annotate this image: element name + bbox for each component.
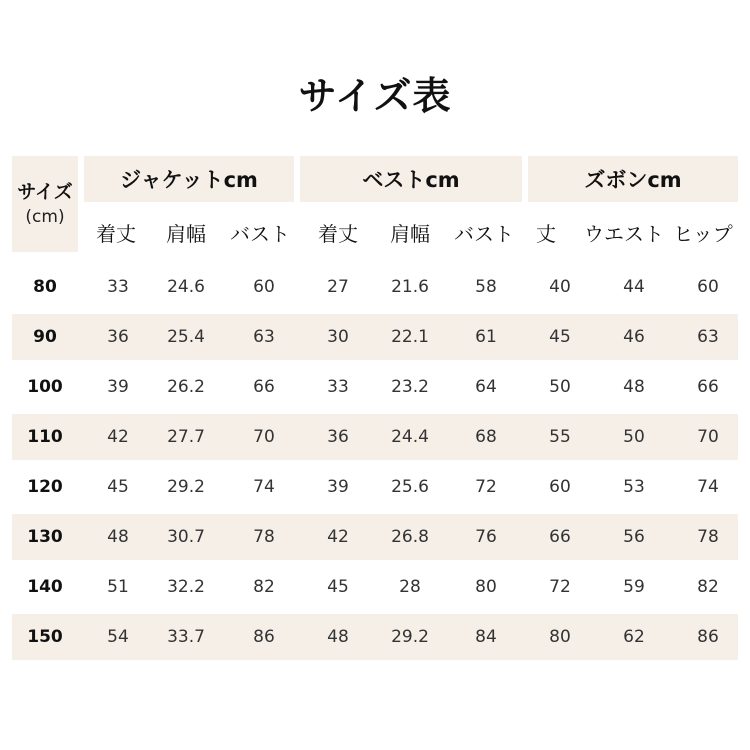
- table-row: [12, 314, 738, 360]
- value-cell-pants-hip: 82: [697, 577, 719, 597]
- value-cell-vest-shoulder: 24.4: [391, 427, 429, 447]
- page-title: サイズ表: [298, 74, 452, 118]
- value-cell-jacket-length: 54: [107, 627, 129, 647]
- value-cell-pants-waist: 46: [623, 327, 645, 347]
- value-cell-pants-hip: 60: [697, 277, 719, 297]
- value-cell-jacket-bust: 82: [253, 577, 275, 597]
- sub-header-pants-length: 丈: [536, 221, 556, 246]
- table-row: [12, 364, 738, 410]
- value-cell-vest-bust: 68: [475, 427, 497, 447]
- value-cell-jacket-shoulder: 32.2: [167, 577, 205, 597]
- value-cell-vest-bust: 64: [475, 377, 497, 397]
- size-cell: 130: [27, 527, 63, 547]
- value-cell-pants-length: 50: [549, 377, 571, 397]
- value-cell-pants-length: 60: [549, 477, 571, 497]
- value-cell-pants-length: 66: [549, 527, 571, 547]
- group-header-pants: ズボンcm: [528, 156, 738, 202]
- value-cell-pants-hip: 74: [697, 477, 719, 497]
- sub-header-pants-hip: ヒップ: [673, 221, 733, 246]
- size-column-header: [12, 156, 78, 252]
- value-cell-pants-hip: 86: [697, 627, 719, 647]
- value-cell-jacket-bust: 78: [253, 527, 275, 547]
- value-cell-jacket-length: 36: [107, 327, 129, 347]
- value-cell-jacket-shoulder: 26.2: [167, 377, 205, 397]
- size-cell: 90: [33, 327, 57, 347]
- size-cell: 140: [27, 577, 63, 597]
- value-cell-pants-waist: 56: [623, 527, 645, 547]
- size-cell: 150: [27, 627, 63, 647]
- value-cell-pants-hip: 63: [697, 327, 719, 347]
- value-cell-jacket-shoulder: 33.7: [167, 627, 205, 647]
- value-cell-pants-waist: 48: [623, 377, 645, 397]
- sub-header-vest-shoulder: 肩幅: [390, 221, 430, 246]
- size-cell: 110: [27, 427, 63, 447]
- value-cell-vest-bust: 76: [475, 527, 497, 547]
- value-cell-vest-shoulder: 23.2: [391, 377, 429, 397]
- value-cell-pants-waist: 62: [623, 627, 645, 647]
- value-cell-vest-length: 36: [327, 427, 349, 447]
- sub-header-vest-bust: バスト: [454, 221, 514, 246]
- table-row: [12, 514, 738, 560]
- sub-header-vest-length: 着丈: [318, 221, 358, 246]
- value-cell-vest-length: 30: [327, 327, 349, 347]
- value-cell-vest-length: 48: [327, 627, 349, 647]
- sub-header-jacket-shoulder: 肩幅: [166, 221, 206, 246]
- value-cell-vest-bust: 72: [475, 477, 497, 497]
- value-cell-jacket-bust: 74: [253, 477, 275, 497]
- value-cell-pants-waist: 44: [623, 277, 645, 297]
- value-cell-vest-length: 39: [327, 477, 349, 497]
- value-cell-jacket-bust: 66: [253, 377, 275, 397]
- value-cell-vest-shoulder: 21.6: [391, 277, 429, 297]
- table-row: [12, 264, 738, 310]
- value-cell-jacket-bust: 63: [253, 327, 275, 347]
- value-cell-jacket-length: 51: [107, 577, 129, 597]
- value-cell-vest-shoulder: 25.6: [391, 477, 429, 497]
- value-cell-pants-waist: 53: [623, 477, 645, 497]
- value-cell-pants-length: 45: [549, 327, 571, 347]
- value-cell-pants-length: 80: [549, 627, 571, 647]
- group-header-jacket: ジャケットcm: [84, 156, 294, 202]
- value-cell-jacket-bust: 70: [253, 427, 275, 447]
- value-cell-pants-length: 40: [549, 277, 571, 297]
- value-cell-vest-shoulder: 22.1: [391, 327, 429, 347]
- size-header-label: サイズ: [17, 181, 73, 203]
- value-cell-jacket-length: 45: [107, 477, 129, 497]
- value-cell-vest-shoulder: 29.2: [391, 627, 429, 647]
- value-cell-jacket-length: 42: [107, 427, 129, 447]
- size-cell: 100: [27, 377, 63, 397]
- value-cell-vest-shoulder: 26.8: [391, 527, 429, 547]
- value-cell-vest-bust: 84: [475, 627, 497, 647]
- value-cell-pants-waist: 50: [623, 427, 645, 447]
- sub-header-jacket-length: 着丈: [96, 221, 136, 246]
- value-cell-vest-shoulder: 28: [399, 577, 421, 597]
- value-cell-jacket-shoulder: 24.6: [167, 277, 205, 297]
- value-cell-pants-hip: 70: [697, 427, 719, 447]
- size-header-unit: (cm): [25, 207, 65, 227]
- value-cell-jacket-shoulder: 27.7: [167, 427, 205, 447]
- value-cell-vest-bust: 58: [475, 277, 497, 297]
- value-cell-vest-length: 42: [327, 527, 349, 547]
- sub-header-pants-waist: ウエスト: [584, 221, 664, 246]
- value-cell-vest-length: 33: [327, 377, 349, 397]
- value-cell-pants-length: 72: [549, 577, 571, 597]
- value-cell-jacket-bust: 86: [253, 627, 275, 647]
- value-cell-vest-bust: 80: [475, 577, 497, 597]
- size-cell: 120: [27, 477, 63, 497]
- sub-header-jacket-bust: バスト: [230, 221, 290, 246]
- value-cell-jacket-length: 39: [107, 377, 129, 397]
- value-cell-vest-length: 45: [327, 577, 349, 597]
- value-cell-jacket-length: 33: [107, 277, 129, 297]
- value-cell-pants-hip: 78: [697, 527, 719, 547]
- value-cell-vest-length: 27: [327, 277, 349, 297]
- table-row: [12, 414, 738, 460]
- value-cell-pants-waist: 59: [623, 577, 645, 597]
- value-cell-vest-bust: 61: [475, 327, 497, 347]
- table-row: [12, 564, 738, 610]
- value-cell-jacket-length: 48: [107, 527, 129, 547]
- value-cell-pants-length: 55: [549, 427, 571, 447]
- table-row: [12, 614, 738, 660]
- group-header-vest: ベストcm: [300, 156, 522, 202]
- value-cell-jacket-shoulder: 25.4: [167, 327, 205, 347]
- size-cell: 80: [33, 277, 57, 297]
- value-cell-jacket-bust: 60: [253, 277, 275, 297]
- value-cell-jacket-shoulder: 30.7: [167, 527, 205, 547]
- value-cell-jacket-shoulder: 29.2: [167, 477, 205, 497]
- table-row: [12, 464, 738, 510]
- value-cell-pants-hip: 66: [697, 377, 719, 397]
